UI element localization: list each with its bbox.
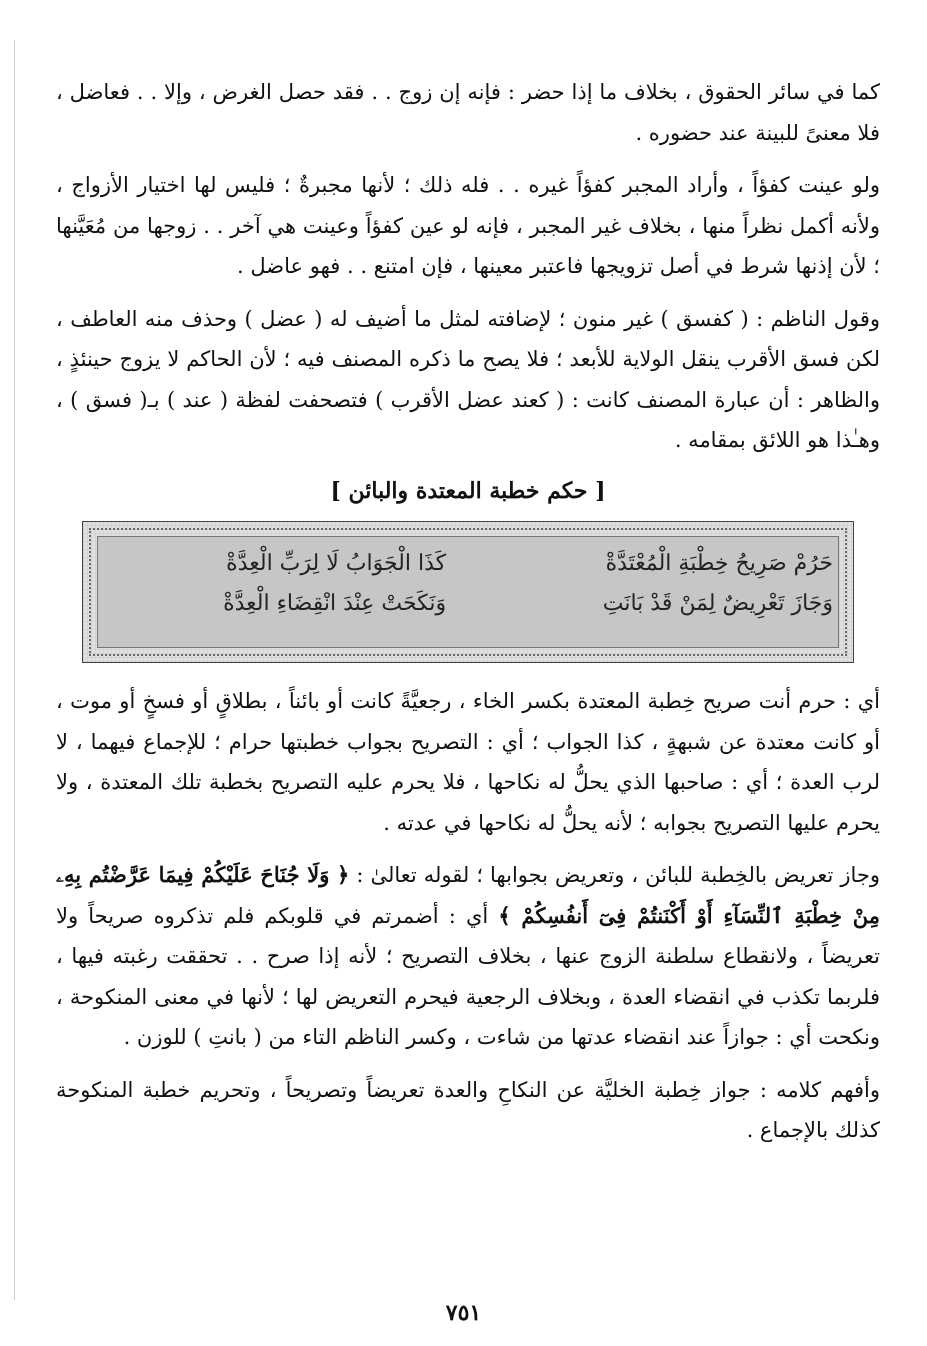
verse-line-1-second-hemistich: كَذَا الْجَوَابُ لَا لِرَبِّ الْعِدَّةْ [226,550,447,576]
verse-line-1-first-hemistich: حَرُمْ صَرِيحُ خِطْبَةِ الْمُعْتَدَّةْ [605,550,833,576]
paragraph-5-intro: وجاز تعريض بالخِطبة للبائن ، وتعريض بجوابها ؛ لقوله تعالىٰ : [356,863,880,887]
verse-box [82,521,854,663]
page-edge-line [14,40,15,1300]
verse-line-2-second-hemistich: وَنَكَحَتْ عِنْدَ انْقِضَاءِ الْعِدَّةْ [223,590,447,616]
verse-line-2-first-hemistich: وَجَازَ تَعْرِيضٌ لِمَنْ قَدْ بَانَتِ [602,590,833,616]
paragraph-3: وقول الناظم : ( كفسق ) غير منون ؛ لإضافته لمثل ما أضيف له ( عضل ) وحذف منه العاطف ، لكن فسق الأقرب ينقل الولاية للأبعد ؛ فلا يصح ما ذكره المصنف فيه ؛ لأن الحاكم لا يزوج حينئذٍ ، والظاهر : أن عبارة المصنف كانت : ( كعند عضل الأقرب ) فتصحفت لفظة ( عند ) بـ( فسق ) ، وهـٰذا هو اللائق بمقامه . [56,306,881,452]
paragraph-1: كما في سائر الحقوق ، بخلاف ما إذا حضر : فإنه إن زوج . . فقد حصل الغرض ، وإلا . . فعاضل ، فلا معنىً للبينة عند حضوره . [56,80,880,145]
quran-quote: ﴿ وَلَا جُنَاحَ عَلَيْكُمْ فِيمَا عَرَّضْتُم بِهِۦ مِنْ خِطْبَةِ ٱلنِّسَآءِ أَوْ أَكْنَنتُمْ فِىٓ أَنفُسِكُمْ ﴾ [56,862,880,928]
page-number: ٧٥١ [445,1300,482,1326]
paragraph-2: ولو عينت كفؤاً ، وأراد المجبر كفؤاً غيره . . فله ذلك ؛ لأنها مجبرةٌ ؛ فليس لها اختيار الأزواج ، ولأنه أكمل نظراً منها ، بخلاف غير المجبر ، فإنه لو عين كفؤاً وعينت هي آخر . . زوجها من مُعَيَّنها ؛ لأن إذنها شرط في أصل تزويجها فاعتبر معينها ، فإن امتنع . . فهو عاضل . [56,173,880,278]
verse-line-2 [103,584,833,624]
page-body [56,72,880,1151]
paragraph-4: أي : حرم أنت صريح خِطبة المعتدة بكسر الخاء ، رجعيَّةً كانت أو بائناً ، بطلاقٍ أو فسخٍ أو موت ، أو كانت معتدة عن شبهةٍ ، كذا الجواب ؛ أي : التصريح بجواب خطبتها حرام ؛ للإجماع فيهما ، لا لرب العدة ؛ أي : صاحبها الذي يحلُّ له نكاحها ، فلا يحرم عليه التصريح بخطبة تلك المعتدة ، ولا يحرم عليها التصريح بجوابه ؛ لأنه يحلُّ له نكاحها في عدته . [56,689,880,835]
paragraph-5-explanation: أي : أضمرتم في قلوبكم فلم تذكروه صريحاً ولا تعريضاً ، ولانقطاع سلطنة الزوج عنها ، بخلاف التصريح ؛ لأنه إذا صرح . . تحققت رغبته فيها ، فلربما تكذب في انقضاء العدة ، وبخلاف الرجعية فيحرم التعريض لها ؛ لأنها في معنى المنكوحة ، ونكحت أي : جوازاً عند انقضاء عدتها من شاءت ، وكسر الناظم التاء من ( بانتِ ) للوزن . [56,903,880,1049]
paragraph-5 [56,855,880,1058]
section-heading: [ حكم خطبة المعتدة والبائن ] [330,477,606,504]
paragraph-6: وأفهم كلامه : جواز خِطبة الخليَّة عن النكاحِ والعدة تعريضاً وتصريحاً ، وتحريم خطبة المنكوحة كذلك بالإجماع . [56,1077,880,1142]
verse-line-1 [103,544,833,584]
